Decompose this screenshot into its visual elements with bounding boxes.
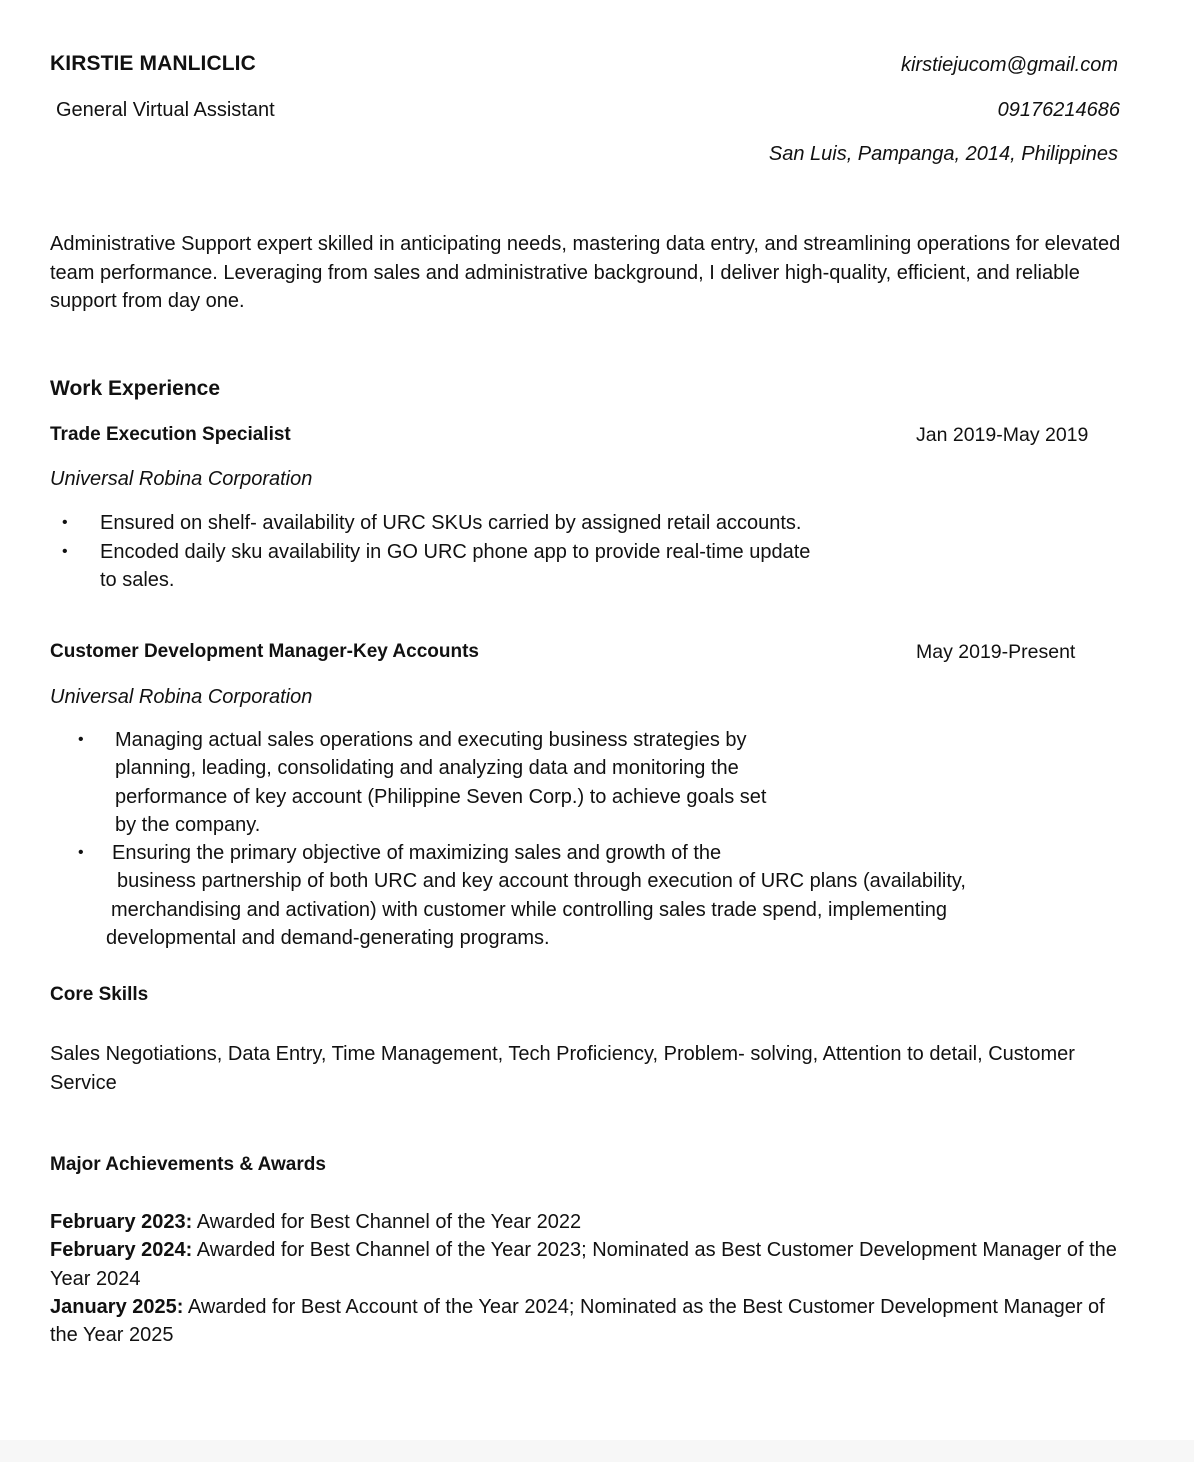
achievements-heading: Major Achievements & Awards bbox=[50, 1154, 326, 1175]
achievement-text: Awarded for Best Channel of the Year 2022 bbox=[192, 1211, 582, 1233]
candidate-name: KIRSTIE MANLICLIC bbox=[50, 52, 256, 75]
bullet-icon: • bbox=[62, 514, 68, 531]
job-title: Customer Development Manager-Key Accounts bbox=[50, 641, 480, 662]
candidate-title: General Virtual Assistant bbox=[56, 99, 275, 121]
bullet-icon: • bbox=[78, 731, 84, 748]
achievement-date: January 2025: bbox=[50, 1295, 184, 1318]
achievement-item bbox=[50, 1293, 1130, 1350]
bullet-text: planning, leading, consolidating and analyzing data and monitoring the bbox=[115, 757, 739, 779]
achievement-item bbox=[50, 1208, 1130, 1236]
bullet-text: business partnership of both URC and key account through execution of URC plans (availability, bbox=[117, 870, 966, 892]
achievement-text: Awarded for Best Account of the Year 2024; Nominated as the Best Customer Development Manager of the Year 2025 bbox=[50, 1295, 1105, 1347]
company-name: Universal Robina Corporation bbox=[50, 686, 313, 708]
achievement-item bbox=[50, 1236, 1130, 1293]
company-name: Universal Robina Corporation bbox=[50, 468, 313, 490]
job-dates: Jan 2019-May 2019 bbox=[916, 424, 1089, 446]
bullet-text: Ensured on shelf- availability of URC SKUs carried by assigned retail accounts. bbox=[100, 512, 802, 534]
bullet-text: performance of key account (Philippine Seven Corp.) to achieve goals set bbox=[115, 786, 767, 808]
achievement-text: Awarded for Best Channel of the Year 2023; Nominated as Best Customer Development Manager of the Year 2024 bbox=[50, 1239, 1117, 1290]
achievement-date: February 2023: bbox=[50, 1211, 193, 1233]
achievement-date: February 2024: bbox=[50, 1239, 193, 1262]
job-title: Trade Execution Specialist bbox=[50, 424, 291, 445]
contact-address: San Luis, Pampanga, 2014, Philippines bbox=[768, 143, 1118, 165]
bullet-text: to sales. bbox=[100, 569, 175, 591]
contact-phone: 09176214686 bbox=[997, 99, 1120, 121]
work-experience-heading: Work Experience bbox=[50, 377, 221, 400]
achievements-list bbox=[50, 1208, 1130, 1349]
bullet-text: by the company. bbox=[115, 814, 261, 836]
core-skills-heading: Core Skills bbox=[50, 984, 149, 1005]
job-dates: May 2019-Present bbox=[916, 641, 1076, 663]
contact-email: kirstiejucom@gmail.com bbox=[900, 54, 1118, 76]
bullet-icon: • bbox=[78, 844, 84, 861]
bullet-text: Ensuring the primary objective of maximizing sales and growth of the bbox=[112, 842, 722, 864]
bullet-text: Encoded daily sku availability in GO URC phone app to provide real-time update bbox=[100, 541, 811, 563]
bullet-text: developmental and demand-generating programs. bbox=[106, 927, 550, 949]
core-skills-list: Sales Negotiations, Data Entry, Time Management, Tech Proficiency, Problem- solving, Attention to detail, Customer Service bbox=[50, 1043, 1075, 1094]
professional-summary: Administrative Support expert skilled in anticipating needs, mastering data entry, and streamlining operations for elevated team performance. Leveraging from sales and administrative background, I deliver high-quality, efficient, and reliable support from day one. bbox=[50, 233, 1121, 312]
bullet-text: merchandising and activation) with customer while controlling sales trade spend, implementing bbox=[111, 899, 947, 921]
bullet-text: Managing actual sales operations and executing business strategies by bbox=[115, 729, 747, 751]
bullet-icon: • bbox=[62, 543, 68, 560]
